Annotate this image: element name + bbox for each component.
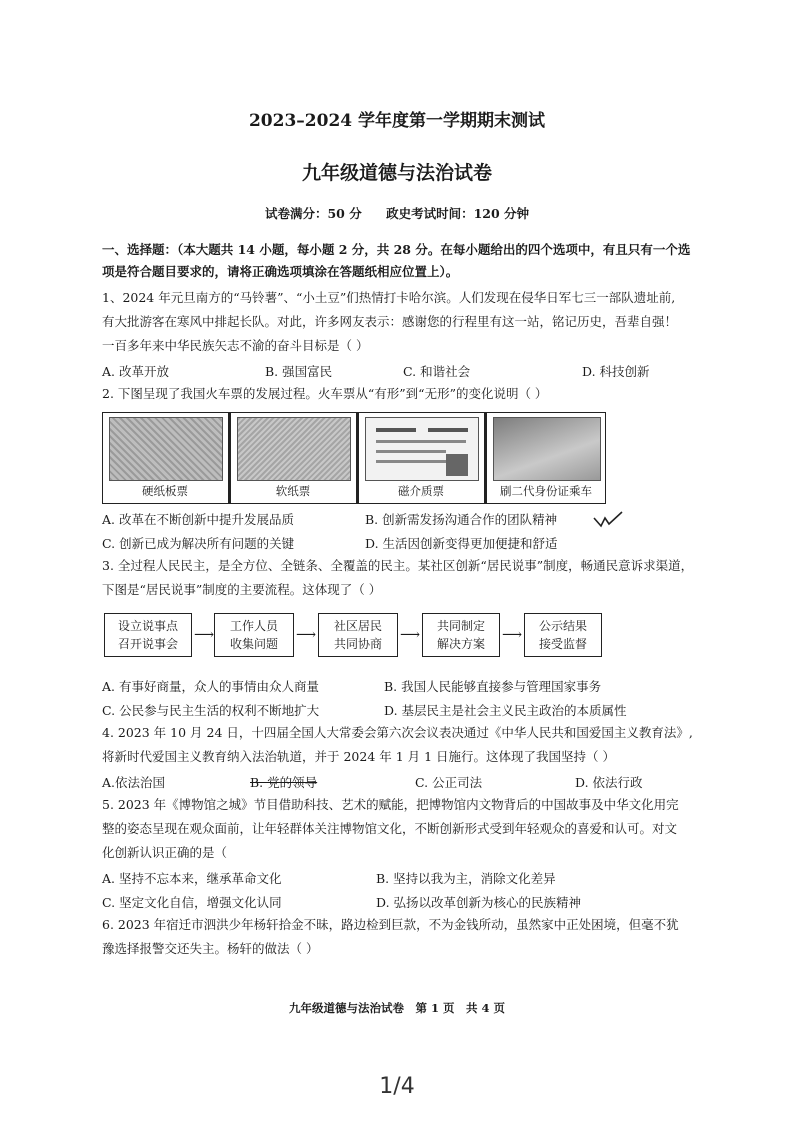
ticket-id-card <box>489 415 603 501</box>
ticket-caption: 刷二代身份证乘车 <box>500 484 592 498</box>
q1-option-a: A. 改革开放 <box>102 364 169 379</box>
q4-option-b: B. 党的领导 <box>250 775 318 790</box>
flow-step-label: 召开说事会 <box>117 637 178 651</box>
q5-option-a: A. 坚持不忘本来，继承革命文化 <box>102 871 282 886</box>
ticket-image <box>493 417 601 481</box>
page-indicator: 1/4 <box>379 1074 415 1099</box>
ticket-print-icon <box>366 418 478 480</box>
q5-text: 整的姿态呈现在观众面前，让年轻群体关注博物馆文化，不断创新形式受到年轻观众的喜爱和认可。对文 <box>102 821 678 836</box>
exam-subtitle: 九年级道德与法治试卷 <box>301 162 492 184</box>
q5-option-c: C. 坚定文化自信，增强文化认同 <box>102 895 282 910</box>
q1-text: 一百多年来中华民族矢志不渝的奋斗目标是（ ） <box>102 338 369 353</box>
q5-option-b: B. 坚持以我为主，消除文化差异 <box>376 871 556 886</box>
q2-option-b: B. 创新需发扬沟通合作的团队精神 <box>365 512 558 527</box>
flow-step-label: 共同协商 <box>333 637 382 651</box>
exam-title: 2023–2024 学年度第一学期期末测试 <box>248 111 546 131</box>
q3-text: 3. 全过程人民民主，是全方位、全链条、全覆盖的民主。某社区创新“居民说事”制度，畅通民意诉求渠道， <box>102 558 694 573</box>
flow-step-label: 社区居民 <box>333 619 382 633</box>
q3-text: 下图是“居民说事”制度的主要流程。这体现了（ ） <box>102 582 382 597</box>
q1-option-c: C. 和谐社会 <box>403 364 471 379</box>
flow-step-label: 工作人员 <box>229 619 278 633</box>
q6-text: 6. 2023 年宿迁市泗洪少年杨轩拾金不昧，路边检到巨款，不为金钱所动，虽然家中正处困境，但毫不犹 <box>102 917 679 932</box>
full-score: 试卷满分：50 分 <box>264 206 362 221</box>
q2-option-c: C. 创新已成为解决所有问题的关键 <box>102 536 295 551</box>
q5-option-d: D. 弘扬以改革创新为核心的民族精神 <box>376 895 582 910</box>
q5-text: 5. 2023 年《博物馆之城》节目借助科技、艺术的赋能，把博物馆内文物背后的中国故事及中华文化用完 <box>102 797 679 812</box>
q2-option-a: A. 改革在不断创新中提升发展品质 <box>102 512 294 527</box>
ticket-caption: 磁介质票 <box>398 484 444 498</box>
flow-step-label: 公示结果 <box>538 619 587 633</box>
flow-step-4 <box>422 613 500 657</box>
flow-step-label: 设立说事点 <box>117 619 178 633</box>
section-instructions: 一、选择题：（本大题共 14 小题，每小题 2 分，共 28 分。在每小题给出的四个选项中，有且只有一个选 <box>102 242 691 257</box>
ticket-caption: 软纸票 <box>275 484 311 498</box>
ticket-caption: 硬纸板票 <box>142 484 188 498</box>
exam-meta <box>0 204 794 222</box>
q1-text: 1、2024 年元旦南方的“马铃薯”、“小土豆”们热情打卡哈尔滨。人们发现在侵华日军七三一部队遗址前, <box>102 290 676 305</box>
flow-arrow-icon: ⟶ <box>296 627 317 643</box>
ticket-softpaper <box>233 415 353 501</box>
flow-step-label: 解决方案 <box>436 637 485 651</box>
q1-option-b: B. 强国富民 <box>265 364 333 379</box>
flow-step-5 <box>524 613 602 657</box>
q4-text: 4. 2023 年 10 月 24 日，十四届全国人大常委会第六次会议表决通过《中华人民共和国爱国主义教育法》, <box>102 725 693 740</box>
check-mark-icon <box>592 510 624 530</box>
flow-step-label: 共同制定 <box>436 619 485 633</box>
flow-step-3 <box>318 613 398 657</box>
q3-option-a: A. 有事好商量，众人的事情由众人商量 <box>102 679 319 694</box>
q2-text: 2. 下图呈现了我国火车票的发展过程。火车票从“有形”到“无形”的变化说明（ ） <box>102 386 548 401</box>
flow-arrow-icon: ⟶ <box>194 627 215 643</box>
q1-option-d: D. 科技创新 <box>582 364 650 379</box>
q2-option-d: D. 生活因创新变得更加便捷和舒适 <box>365 536 558 551</box>
q5-text: 化创新认识正确的是（ <box>102 845 228 860</box>
ticket-divider <box>228 413 231 503</box>
q3-option-b: B. 我国人民能够直接参与管理国家事务 <box>384 679 602 694</box>
ticket-hardboard <box>105 415 225 501</box>
q4-text: 将新时代爱国主义教育纳入法治轨道，并于 2024 年 1 月 1 日施行。这体现了我国坚持（ ） <box>102 749 616 764</box>
ticket-figure <box>102 412 606 504</box>
q4-option-a: A.依法治国 <box>102 775 166 790</box>
flow-arrow-icon: ⟶ <box>400 627 421 643</box>
flow-step-label: 收集问题 <box>229 637 278 651</box>
q6-text: 豫选择报警交还失主。杨轩的做法（ ） <box>102 941 319 956</box>
flow-arrow-icon: ⟶ <box>502 627 523 643</box>
section-instructions-cont: 项是符合题目要求的，请将正确选项填涂在答题纸相应位置上）。 <box>102 264 459 279</box>
ticket-image <box>109 417 223 481</box>
ticket-magnetic <box>361 415 481 501</box>
flow-step-1 <box>104 613 192 657</box>
q4-option-d: D. 依法行政 <box>575 775 643 790</box>
q1-text: 有大批游客在寒风中排起长队。对此，许多网友表示：感谢您的行程里有这一站，铭记历史，吾辈自强！ <box>102 314 678 329</box>
ticket-image <box>237 417 351 481</box>
page-footer: 九年级道德与法治试卷 第 1 页 共 4 页 <box>288 1001 506 1015</box>
flow-step-2 <box>214 613 294 657</box>
q4-option-c: C. 公正司法 <box>415 775 483 790</box>
ticket-divider <box>484 413 487 503</box>
flow-step-label: 接受监督 <box>538 637 587 651</box>
ticket-divider <box>356 413 359 503</box>
q3-option-c: C. 公民参与民主生活的权利不断地扩大 <box>102 703 320 718</box>
exam-time: 政史考试时间：120 分钟 <box>386 206 530 221</box>
ticket-image <box>365 417 479 481</box>
q3-option-d: D. 基层民主是社会主义民主政治的本质属性 <box>384 703 627 718</box>
